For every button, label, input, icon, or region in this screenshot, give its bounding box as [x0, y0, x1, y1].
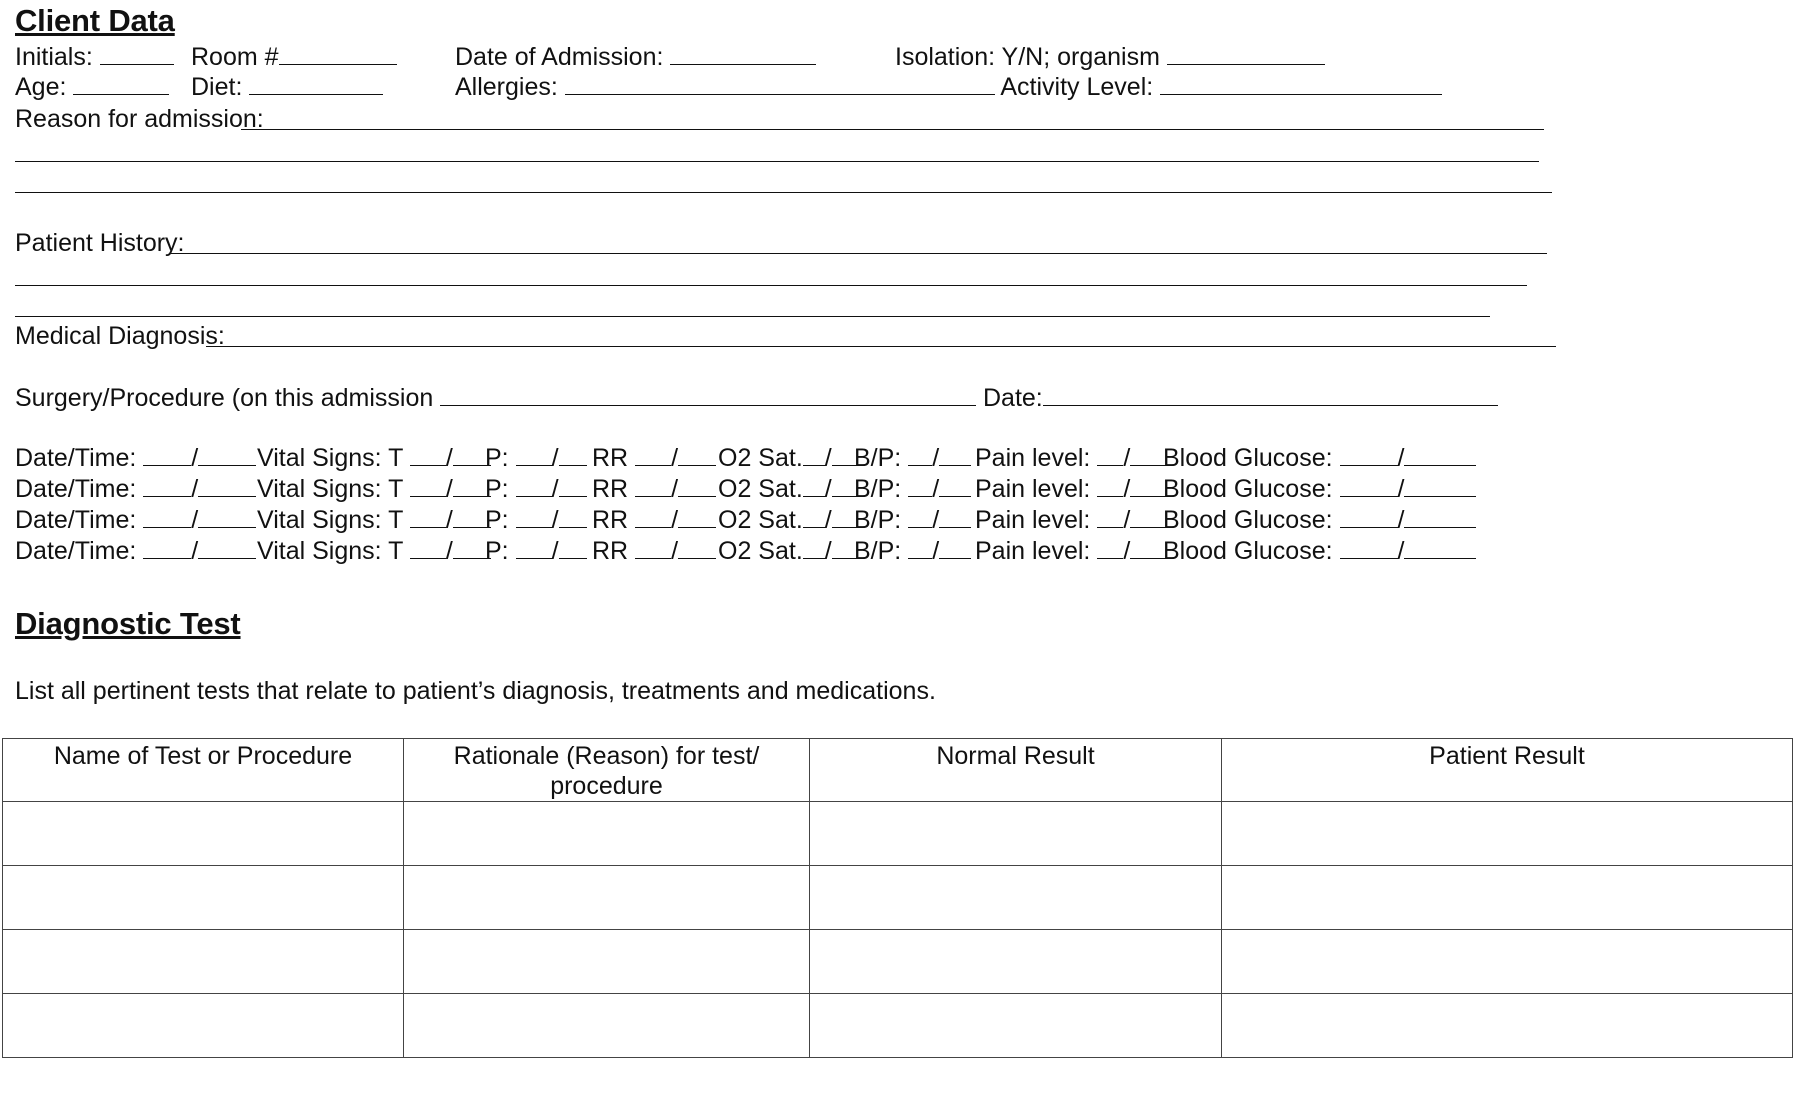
patient-result-cell[interactable] — [1222, 994, 1793, 1058]
date-time-blank-2[interactable] — [198, 505, 256, 528]
blood-glucose-blank-1[interactable] — [1340, 536, 1398, 559]
date-time-field[interactable] — [15, 536, 256, 566]
pulse-blank-2[interactable] — [559, 536, 587, 559]
o2-sat-field[interactable] — [718, 505, 858, 535]
blood-pressure-field[interactable] — [854, 505, 971, 535]
separator-slash: / — [1123, 537, 1131, 565]
diagnostic-instruction: List all pertinent tests that relate to patient’s diagnosis, treatments and medications. — [15, 677, 936, 705]
reason-line-3[interactable] — [15, 192, 1552, 193]
blood-glucose-label: Blood Glucose: — [1163, 506, 1333, 534]
activity-level-label: Activity Level: — [1000, 73, 1154, 101]
separator-slash: / — [932, 506, 940, 534]
temperature-blank-1[interactable] — [410, 536, 446, 559]
date-time-label: Date/Time: — [15, 444, 137, 472]
patient-result-cell[interactable] — [1222, 866, 1793, 930]
date-time-label: Date/Time: — [15, 537, 137, 565]
reason-line-2[interactable] — [15, 161, 1539, 162]
separator-slash: / — [932, 537, 940, 565]
isolation-label: Isolation: Y/N; organism — [895, 43, 1160, 71]
temperature-label: Vital Signs: T — [257, 506, 403, 534]
pain-level-field[interactable] — [975, 536, 1168, 566]
temperature-label: Vital Signs: T — [257, 537, 403, 565]
blood-pressure-blank-1[interactable] — [908, 474, 932, 497]
separator-slash: / — [824, 444, 832, 472]
separator-slash: / — [1397, 444, 1405, 472]
o2-sat-label: O2 Sat. — [718, 506, 803, 534]
activity-level-blank[interactable] — [1160, 72, 1442, 95]
separator-slash: / — [1123, 475, 1131, 503]
pulse-label: P: — [485, 444, 509, 472]
separator-slash: / — [445, 537, 453, 565]
surgery-date-blank[interactable] — [1043, 383, 1498, 406]
separator-slash: / — [1397, 537, 1405, 565]
separator-slash: / — [551, 475, 559, 503]
allergies-field[interactable] — [455, 72, 1442, 102]
temperature-label: Vital Signs: T — [257, 475, 403, 503]
separator-slash: / — [445, 506, 453, 534]
surgery-blank[interactable] — [440, 383, 976, 406]
resp-rate-field[interactable] — [592, 474, 716, 504]
pulse-blank-2[interactable] — [559, 505, 587, 528]
date-time-label: Date/Time: — [15, 506, 137, 534]
temperature-field[interactable] — [257, 443, 491, 473]
separator-slash: / — [191, 537, 199, 565]
normal-result-cell[interactable] — [810, 930, 1222, 994]
blood-pressure-blank-2[interactable] — [939, 536, 971, 559]
separator-slash: / — [445, 475, 453, 503]
separator-slash: / — [824, 537, 832, 565]
reason-line-1[interactable] — [241, 129, 1544, 130]
resp-rate-blank-2[interactable] — [678, 505, 716, 528]
blood-glucose-field[interactable] — [1163, 505, 1476, 535]
age-field[interactable] — [15, 72, 169, 102]
blood-glucose-blank-1[interactable] — [1340, 505, 1398, 528]
age-blank[interactable] — [73, 72, 169, 95]
o2-sat-blank-1[interactable] — [803, 536, 825, 559]
pulse-blank-1[interactable] — [516, 505, 552, 528]
rationale-cell[interactable] — [404, 866, 810, 930]
pain-level-label: Pain level: — [975, 537, 1091, 565]
initials-field[interactable] — [15, 42, 174, 72]
temperature-field[interactable] — [257, 536, 491, 566]
pain-level-blank-1[interactable] — [1097, 474, 1123, 497]
blood-glucose-label: Blood Glucose: — [1163, 444, 1333, 472]
separator-slash: / — [1123, 444, 1131, 472]
pulse-blank-2[interactable] — [559, 474, 587, 497]
pain-level-field[interactable] — [975, 505, 1168, 535]
resp-rate-blank-2[interactable] — [678, 443, 716, 466]
test-name-cell[interactable] — [3, 802, 404, 866]
history-line-1[interactable] — [171, 253, 1547, 254]
col-header-test-name: Name of Test or Procedure — [3, 739, 404, 802]
rationale-cell[interactable] — [404, 994, 810, 1058]
o2-sat-field[interactable] — [718, 536, 858, 566]
o2-sat-label: O2 Sat. — [718, 444, 803, 472]
date-time-field[interactable] — [15, 443, 256, 473]
resp-rate-blank-2[interactable] — [678, 536, 716, 559]
blood-pressure-label: B/P: — [854, 506, 902, 534]
o2-sat-label: O2 Sat. — [718, 475, 803, 503]
temperature-blank-1[interactable] — [410, 443, 446, 466]
blood-pressure-blank-1[interactable] — [908, 505, 932, 528]
pulse-label: P: — [485, 537, 509, 565]
patient-result-cell[interactable] — [1222, 930, 1793, 994]
pain-level-field[interactable] — [975, 474, 1168, 504]
normal-result-cell[interactable] — [810, 994, 1222, 1058]
surgery-label: Surgery/Procedure (on this admission — [15, 384, 434, 412]
blood-glucose-blank-1[interactable] — [1340, 474, 1398, 497]
separator-slash: / — [671, 537, 679, 565]
resp-rate-blank-1[interactable] — [635, 505, 671, 528]
separator-slash: / — [191, 475, 199, 503]
isolation-blank[interactable] — [1167, 42, 1325, 65]
resp-rate-label: RR — [592, 506, 629, 534]
separator-slash: / — [932, 475, 940, 503]
o2-sat-blank-1[interactable] — [803, 474, 825, 497]
separator-slash: / — [671, 506, 679, 534]
col-header-rationale: Rationale (Reason) for test/ procedure — [404, 739, 810, 802]
resp-rate-blank-2[interactable] — [678, 474, 716, 497]
pain-level-blank-1[interactable] — [1097, 505, 1123, 528]
separator-slash: / — [1397, 506, 1405, 534]
age-label: Age: — [15, 73, 67, 101]
date-time-blank-2[interactable] — [198, 474, 256, 497]
history-line-2[interactable] — [15, 285, 1527, 286]
pulse-field[interactable] — [485, 474, 587, 504]
date-time-blank-1[interactable] — [143, 443, 191, 466]
diet-blank[interactable] — [249, 72, 383, 95]
blood-glucose-field[interactable] — [1163, 443, 1476, 473]
blood-pressure-blank-1[interactable] — [908, 536, 932, 559]
blood-pressure-field[interactable] — [854, 474, 971, 504]
test-name-cell[interactable] — [3, 930, 404, 994]
table-row — [3, 866, 1793, 930]
blood-glucose-label: Blood Glucose: — [1163, 537, 1333, 565]
history-line-3[interactable] — [15, 316, 1490, 317]
allergies-blank[interactable] — [565, 72, 995, 95]
separator-slash: / — [671, 475, 679, 503]
blood-pressure-blank-1[interactable] — [908, 443, 932, 466]
o2-sat-field[interactable] — [718, 443, 858, 473]
date-time-blank-1[interactable] — [143, 505, 191, 528]
blood-pressure-blank-2[interactable] — [939, 443, 971, 466]
initials-label: Initials: — [15, 43, 93, 71]
initials-blank[interactable] — [100, 42, 174, 65]
date-time-blank-1[interactable] — [143, 536, 191, 559]
blood-glucose-field[interactable] — [1163, 474, 1476, 504]
col-header-patient-result: Patient Result — [1222, 739, 1793, 802]
col-header-normal-result: Normal Result — [810, 739, 1222, 802]
pain-level-field[interactable] — [975, 443, 1168, 473]
pulse-blank-1[interactable] — [516, 443, 552, 466]
o2-sat-blank-1[interactable] — [803, 443, 825, 466]
medical-diagnosis-line[interactable] — [206, 346, 1556, 347]
temperature-blank-1[interactable] — [410, 474, 446, 497]
resp-rate-label: RR — [592, 475, 629, 503]
pain-level-blank-1[interactable] — [1097, 443, 1123, 466]
pain-level-label: Pain level: — [975, 475, 1091, 503]
separator-slash: / — [824, 506, 832, 534]
diet-label: Diet: — [191, 73, 243, 101]
table-row — [3, 930, 1793, 994]
reason-for-admission-label: Reason for admission: — [15, 105, 264, 133]
separator-slash: / — [932, 444, 940, 472]
pulse-blank-2[interactable] — [559, 443, 587, 466]
temperature-blank-1[interactable] — [410, 505, 446, 528]
o2-sat-blank-1[interactable] — [803, 505, 825, 528]
surgery-date-label: Date: — [983, 384, 1043, 412]
temperature-field[interactable] — [257, 505, 491, 535]
blood-glucose-blank-1[interactable] — [1340, 443, 1398, 466]
table-row — [3, 994, 1793, 1058]
pulse-blank-1[interactable] — [516, 536, 552, 559]
resp-rate-blank-1[interactable] — [635, 443, 671, 466]
blood-pressure-field[interactable] — [854, 443, 971, 473]
blood-glucose-field[interactable] — [1163, 536, 1476, 566]
diagnostic-test-table — [2, 738, 1793, 1058]
o2-sat-label: O2 Sat. — [718, 537, 803, 565]
pain-level-label: Pain level: — [975, 444, 1091, 472]
client-data-heading: Client Data — [15, 3, 175, 38]
medical-diagnosis-label: Medical Diagnosis: — [15, 322, 225, 350]
pulse-blank-1[interactable] — [516, 474, 552, 497]
surgery-date-field[interactable] — [983, 383, 1498, 413]
date-of-admission-blank[interactable] — [670, 42, 816, 65]
blood-glucose-blank-2[interactable] — [1404, 505, 1476, 528]
allergies-label: Allergies: — [455, 73, 558, 101]
separator-slash: / — [191, 444, 199, 472]
blood-glucose-label: Blood Glucose: — [1163, 475, 1333, 503]
blood-pressure-label: B/P: — [854, 537, 902, 565]
diagnostic-test-heading: Diagnostic Test — [15, 606, 241, 641]
resp-rate-field[interactable] — [592, 505, 716, 535]
date-time-label: Date/Time: — [15, 475, 137, 503]
separator-slash: / — [551, 444, 559, 472]
pain-level-label: Pain level: — [975, 506, 1091, 534]
separator-slash: / — [191, 506, 199, 534]
table-header-row — [3, 739, 1793, 802]
blood-pressure-field[interactable] — [854, 536, 971, 566]
test-name-cell[interactable] — [3, 866, 404, 930]
room-label: Room # — [191, 43, 279, 71]
rationale-cell[interactable] — [404, 930, 810, 994]
date-time-blank-2[interactable] — [198, 443, 256, 466]
normal-result-cell[interactable] — [810, 802, 1222, 866]
surgery-field[interactable] — [15, 383, 976, 413]
pulse-field[interactable] — [485, 536, 587, 566]
diet-field[interactable] — [191, 72, 383, 102]
patient-result-cell[interactable] — [1222, 802, 1793, 866]
table-row — [3, 802, 1793, 866]
resp-rate-label: RR — [592, 444, 629, 472]
room-blank[interactable] — [279, 42, 397, 65]
separator-slash: / — [671, 444, 679, 472]
resp-rate-blank-1[interactable] — [635, 536, 671, 559]
pulse-label: P: — [485, 506, 509, 534]
date-time-blank-2[interactable] — [198, 536, 256, 559]
blood-pressure-label: B/P: — [854, 475, 902, 503]
blood-glucose-blank-2[interactable] — [1404, 443, 1476, 466]
room-field[interactable] — [191, 42, 397, 72]
resp-rate-label: RR — [592, 537, 629, 565]
blood-glucose-blank-2[interactable] — [1404, 474, 1476, 497]
normal-result-cell[interactable] — [810, 866, 1222, 930]
resp-rate-blank-1[interactable] — [635, 474, 671, 497]
temperature-label: Vital Signs: T — [257, 444, 403, 472]
resp-rate-field[interactable] — [592, 443, 716, 473]
rationale-cell[interactable] — [404, 802, 810, 866]
date-time-field[interactable] — [15, 505, 256, 535]
date-time-field[interactable] — [15, 474, 256, 504]
separator-slash: / — [1123, 506, 1131, 534]
date-of-admission-label: Date of Admission: — [455, 43, 664, 71]
separator-slash: / — [1397, 475, 1405, 503]
date-time-blank-1[interactable] — [143, 474, 191, 497]
resp-rate-field[interactable] — [592, 536, 716, 566]
pulse-label: P: — [485, 475, 509, 503]
blood-pressure-label: B/P: — [854, 444, 902, 472]
pain-level-blank-1[interactable] — [1097, 536, 1123, 559]
isolation-field[interactable] — [895, 42, 1325, 72]
separator-slash: / — [551, 506, 559, 534]
blood-pressure-blank-2[interactable] — [939, 474, 971, 497]
test-name-cell[interactable] — [3, 994, 404, 1058]
separator-slash: / — [445, 444, 453, 472]
separator-slash: / — [551, 537, 559, 565]
temperature-field[interactable] — [257, 474, 491, 504]
patient-history-label: Patient History: — [15, 229, 185, 257]
separator-slash: / — [824, 475, 832, 503]
pulse-field[interactable] — [485, 443, 587, 473]
date-of-admission-field[interactable] — [455, 42, 816, 72]
o2-sat-field[interactable] — [718, 474, 858, 504]
blood-pressure-blank-2[interactable] — [939, 505, 971, 528]
blood-glucose-blank-2[interactable] — [1404, 536, 1476, 559]
pulse-field[interactable] — [485, 505, 587, 535]
